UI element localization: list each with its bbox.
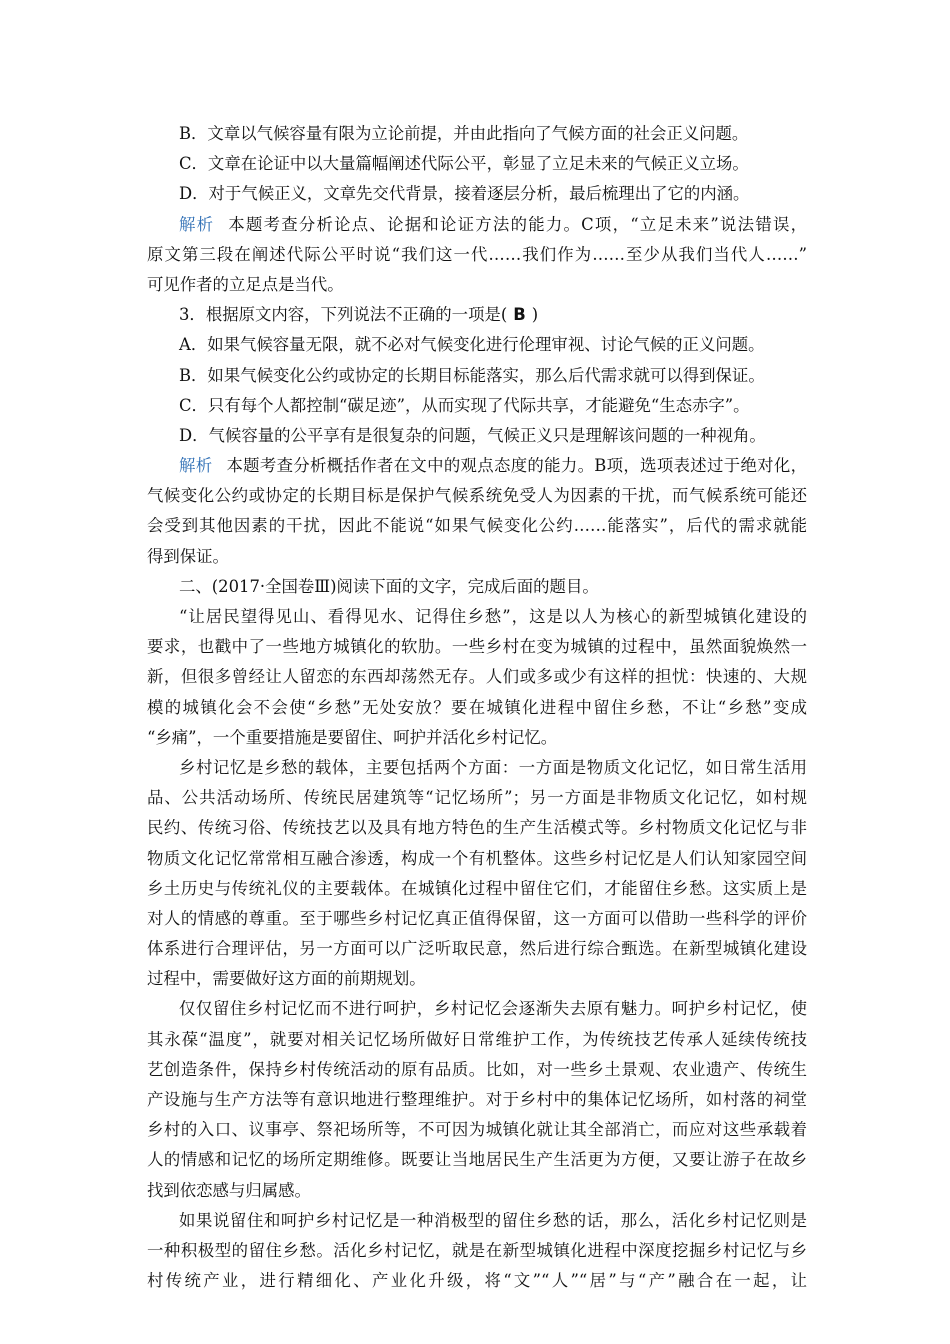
paragraph-line: 体系进行合理评估，另一方面可以广泛听取民意，然后进行综合甄选。在新型城镇化建设 bbox=[147, 939, 807, 959]
document-page bbox=[147, 119, 807, 1296]
paragraph-line: 品、公共活动场所、传统民居建筑等“记忆场所”；另一方面是非物质文化记忆，如村规 bbox=[147, 788, 807, 808]
paragraph-line: 如果说留住和呵护乡村记忆是一种消极型的留住乡愁的话，那么，活化乡村记忆则是 bbox=[179, 1210, 807, 1230]
section-2-heading: 二、(2017·全国卷Ⅲ)阅读下面的文字，完成后面的题目。 bbox=[179, 576, 599, 596]
paragraph-line: 民约、传统习俗、传统技艺以及具有地方特色的生产生活模式等。乡村物质文化记忆与非 bbox=[147, 818, 807, 838]
q2-analysis-line-2: 原文第三段在阐述代际公平时说“我们这一代……我们作为……至少从我们当代人……” bbox=[147, 244, 807, 264]
paragraph-line: 物质文化记忆常常相互融合渗透，构成一个有机整体。这些乡村记忆是人们认知家园空间 bbox=[147, 848, 807, 868]
paragraph-line: 产设施与生产方法等有意识地进行整理维护。对于乡村中的集体记忆场所，如村落的祠堂 bbox=[147, 1090, 807, 1109]
q3-analysis-line-3: 会受到其他因素的干扰，因此不能说“如果气候变化公约……能落实”，后代的需求就能 bbox=[147, 516, 807, 536]
paragraph-line: 对人的情感的尊重。至于哪些乡村记忆真正值得保留，这一方面可以借助一些科学的评价 bbox=[147, 908, 807, 928]
analysis-label: 解析 bbox=[179, 456, 213, 476]
q2-analysis-line-3: 可见作者的立足点是当代。 bbox=[147, 274, 344, 294]
paragraph-line: 新，但很多曾经让人留恋的东西却荡然无存。人们或多或少有这样的担忧：快速的、大规 bbox=[147, 667, 807, 687]
q3-option-b: B．如果气候变化公约或协定的长期目标能落实，那么后代需求就可以得到保证。 bbox=[179, 365, 765, 385]
paragraph-line: 找到依恋感与归属感。 bbox=[147, 1180, 311, 1200]
paragraph-line: 乡土历史与传统礼仪的主要载体。在城镇化过程中留住它们，才能留住乡愁。这实质上是 bbox=[147, 878, 807, 898]
paragraph-line: 过程中，需要做好这方面的前期规划。 bbox=[147, 969, 426, 989]
paragraph-line: “让居民望得见山、看得见水、记得住乡愁”，这是以人为核心的新型城镇化建设的 bbox=[179, 607, 807, 626]
q3-option-d: D．气候容量的公平享有是很复杂的问题，气候正义只是理解该问题的一种视角。 bbox=[179, 425, 766, 445]
paragraph-line: 艺创造条件，保持乡村传统活动的原有品质。比如，对一些乡土景观、农业遗产、传统生 bbox=[147, 1059, 807, 1079]
q3-stem: 3．根据原文内容，下列说法不正确的一项是( B ) bbox=[179, 305, 539, 325]
paragraph-line: 村传统产业，进行精细化、产业化升级，将“文”“人”“居”与“产”融合在一起，让 bbox=[147, 1271, 807, 1291]
paragraph-line: “乡痛”，一个重要措施是要留住、呵护并活化乡村记忆。 bbox=[147, 727, 558, 747]
q2-analysis-line-1: 解析 本题考查分析论点、论据和论证方法的能力。C项，“立足未来”说法错误， bbox=[179, 214, 807, 234]
q3-option-a: A．如果气候容量无限，就不必对气候变化进行伦理审视、讨论气候的正义问题。 bbox=[179, 335, 765, 355]
paragraph-line: 其永葆“温度”，就要对相关记忆场所做好日常维护工作，为传统技艺传承人延续传统技 bbox=[147, 1029, 807, 1049]
q2-option-c: C．文章在论证中以大量篇幅阐述代际公平，彰显了立足未来的气候正义立场。 bbox=[179, 154, 749, 174]
q2-option-b: B．文章以气候容量有限为立论前提，并由此指向了气候方面的社会正义问题。 bbox=[179, 124, 749, 143]
paragraph-line: 模的城镇化会不会使“乡愁”无处安放？要在城镇化进程中留住乡愁，不让“乡愁”变成 bbox=[147, 697, 807, 717]
q3-option-c: C．只有每个人都控制“碳足迹”，从而实现了代际共享，才能避免“生态赤字”。 bbox=[179, 395, 750, 415]
paragraph-line: 人的情感和记忆的场所定期维修。既要让当地居民生产生活更为方便，又要让游子在故乡 bbox=[147, 1150, 807, 1170]
q3-analysis-line-1: 解析 本题考查分析概括作者在文中的观点态度的能力。B项，选项表述过于绝对化， bbox=[179, 456, 808, 476]
q3-answer: B bbox=[513, 305, 526, 325]
paragraph-line: 要求，也戳中了一些地方城镇化的软肋。一些乡村在变为城镇的过程中，虽然面貌焕然一 bbox=[147, 637, 807, 657]
q3-analysis-line-4: 得到保证。 bbox=[147, 546, 229, 566]
analysis-label: 解析 bbox=[179, 214, 215, 234]
q3-analysis-line-2: 气候变化公约或协定的长期目标是保护气候系统免受人为因素的干扰，而气候系统可能还 bbox=[147, 486, 807, 506]
paragraph-line: 乡村的入口、议事亭、祭祀场所等，不可因为城镇化就让其全部消亡，而应对这些承载着 bbox=[147, 1120, 807, 1140]
paragraph-line: 乡村记忆是乡愁的载体，主要包括两个方面：一方面是物质文化记忆，如日常生活用 bbox=[179, 757, 807, 777]
q2-option-d: D．对于气候正义，文章先交代背景，接着逐层分析，最后梳理出了它的内涵。 bbox=[179, 184, 750, 204]
paragraph-line: 仅仅留住乡村记忆而不进行呵护，乡村记忆会逐渐失去原有魅力。呵护乡村记忆，使 bbox=[179, 999, 807, 1019]
paragraph-line: 一种积极型的留住乡愁。活化乡村记忆，就是在新型城镇化进程中深度挖掘乡村记忆与乡 bbox=[147, 1240, 807, 1260]
